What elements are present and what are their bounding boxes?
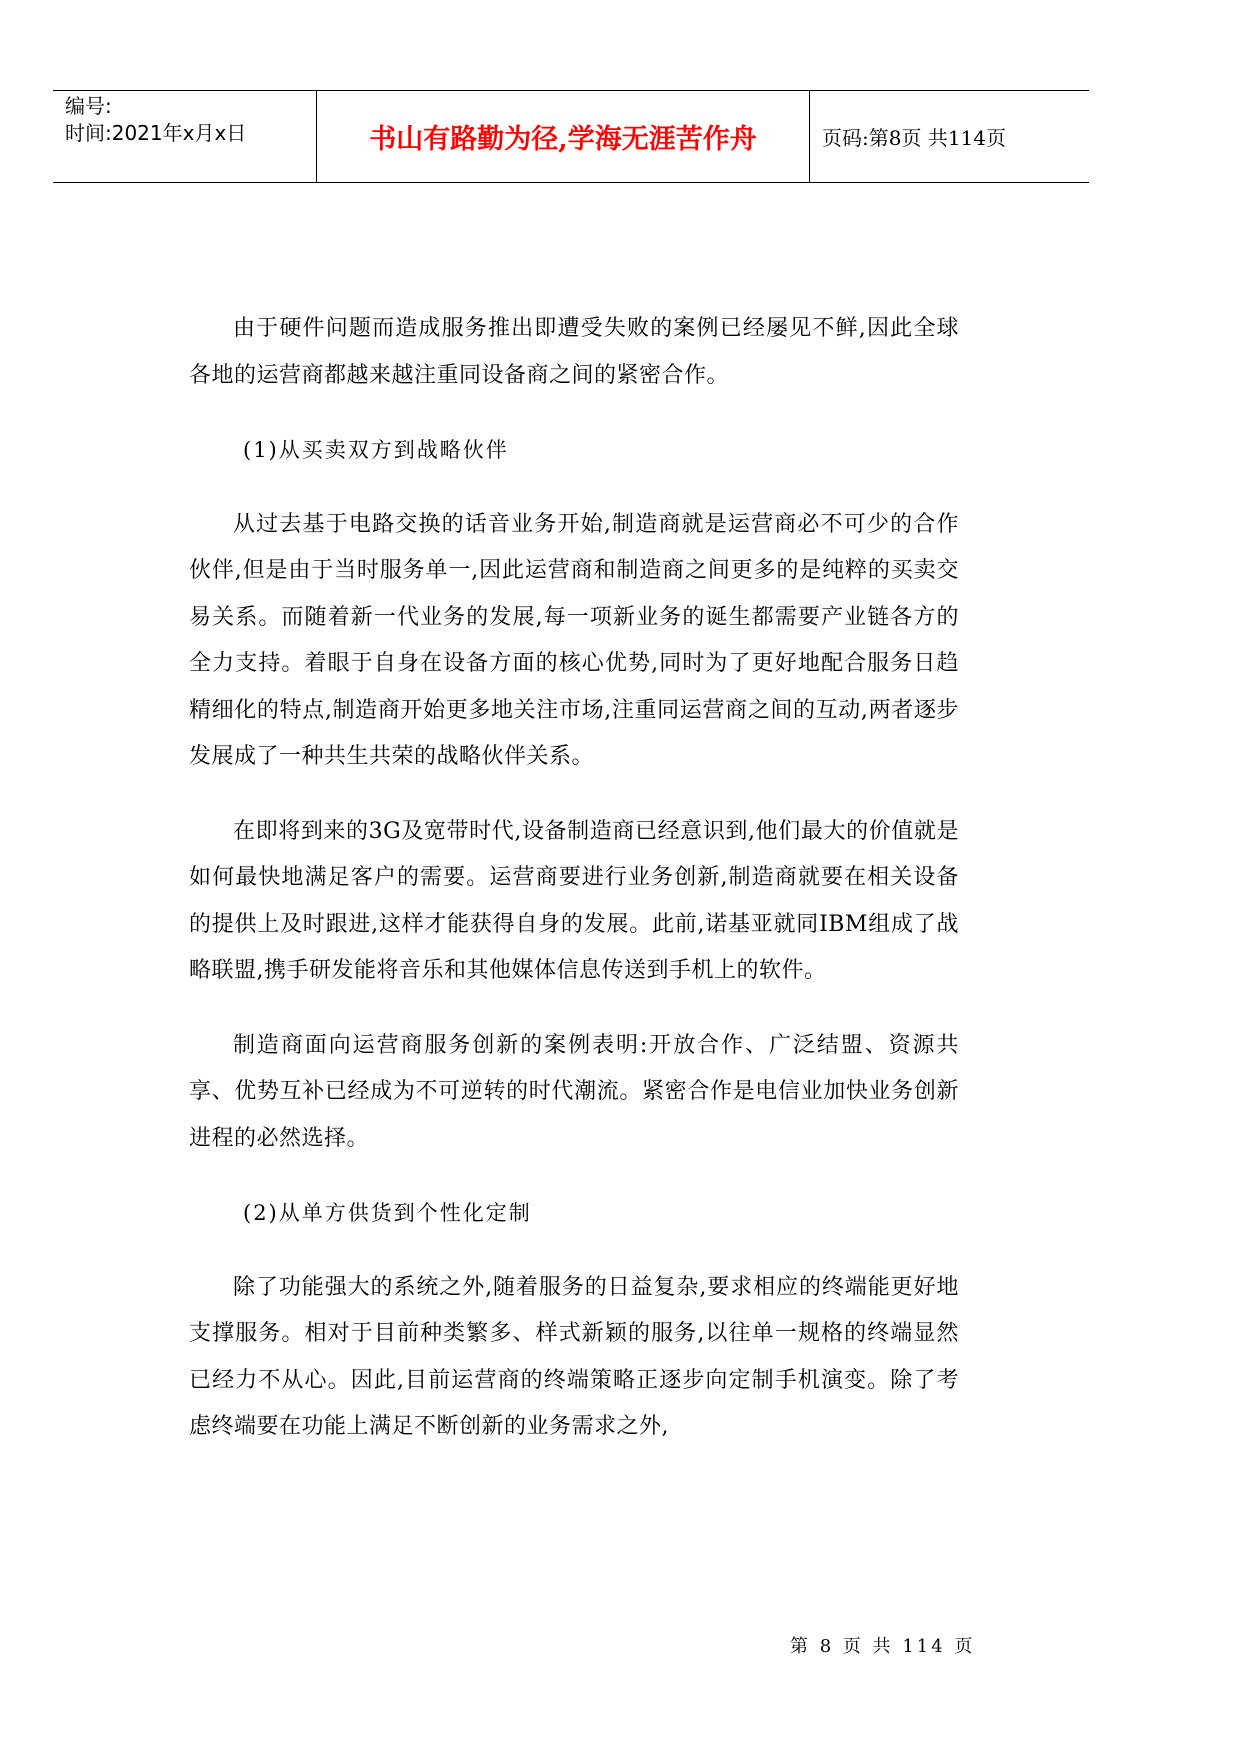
header-motto: 书山有路勤为径,学海无涯苦作舟	[317, 91, 810, 182]
paragraph: 由于硬件问题而造成服务推出即遭受失败的案例已经屡见不鲜,因此全球各地的运营商都越来越注重同设备商之间的紧密合作。	[189, 316, 959, 388]
paragraph: 从过去基于电路交换的话音业务开始,制造商就是运营商必不可少的合作伙伴,但是由于当时服务单一,因此运营商和制造商之间更多的是纯粹的买卖交易关系。而随着新一代业务的发展,每一项新业务的诞生都需要产业链各方的全力支持。着眼于自身在设备方面的核心优势,同时为了更好地配合服务日趋精细化的特点,制造商开始更多地关注市场,注重同运营商之间的互动,两者逐步发展成了一种共生共荣的战略伙伴关系。	[189, 511, 959, 769]
page-header	[53, 90, 1089, 183]
document-body	[189, 306, 959, 1451]
page-footer: 第 8 页 共 114 页	[790, 1636, 976, 1657]
header-meta	[53, 91, 317, 182]
document-time-label: 时间:2021年x月x日	[65, 121, 247, 145]
paragraph: 制造商面向运营商服务创新的案例表明:开放合作、广泛结盟、资源共享、优势互补已经成为不可逆转的时代潮流。紧密合作是电信业加快业务创新进程的必然选择。	[189, 1032, 959, 1151]
header-page-number: 页码:第8页 共114页	[822, 126, 1006, 150]
paragraph: 除了功能强大的系统之外,随着服务的日益复杂,要求相应的终端能更好地支撑服务。相对于目前种类繁多、样式新颖的服务,以往单一规格的终端显然已经力不从心。因此,目前运营商的终端策略正逐步向定制手机演变。除了考虑终端要在功能上满足不断创新的业务需求之外,	[189, 1274, 959, 1439]
section-heading: (1)从买卖双方到战略伙伴	[243, 438, 509, 462]
document-number-label: 编号:	[65, 94, 112, 118]
section-heading: (2)从单方供货到个性化定制	[243, 1201, 532, 1225]
paragraph: 在即将到来的3G及宽带时代,设备制造商已经意识到,他们最大的价值就是如何最快地满足客户的需要。运营商要进行业务创新,制造商就要在相关设备的提供上及时跟进,这样才能获得自身的发展。此前,诺基亚就同IBM组成了战略联盟,携手研发能将音乐和其他媒体信息传送到手机上的软件。	[189, 818, 959, 983]
